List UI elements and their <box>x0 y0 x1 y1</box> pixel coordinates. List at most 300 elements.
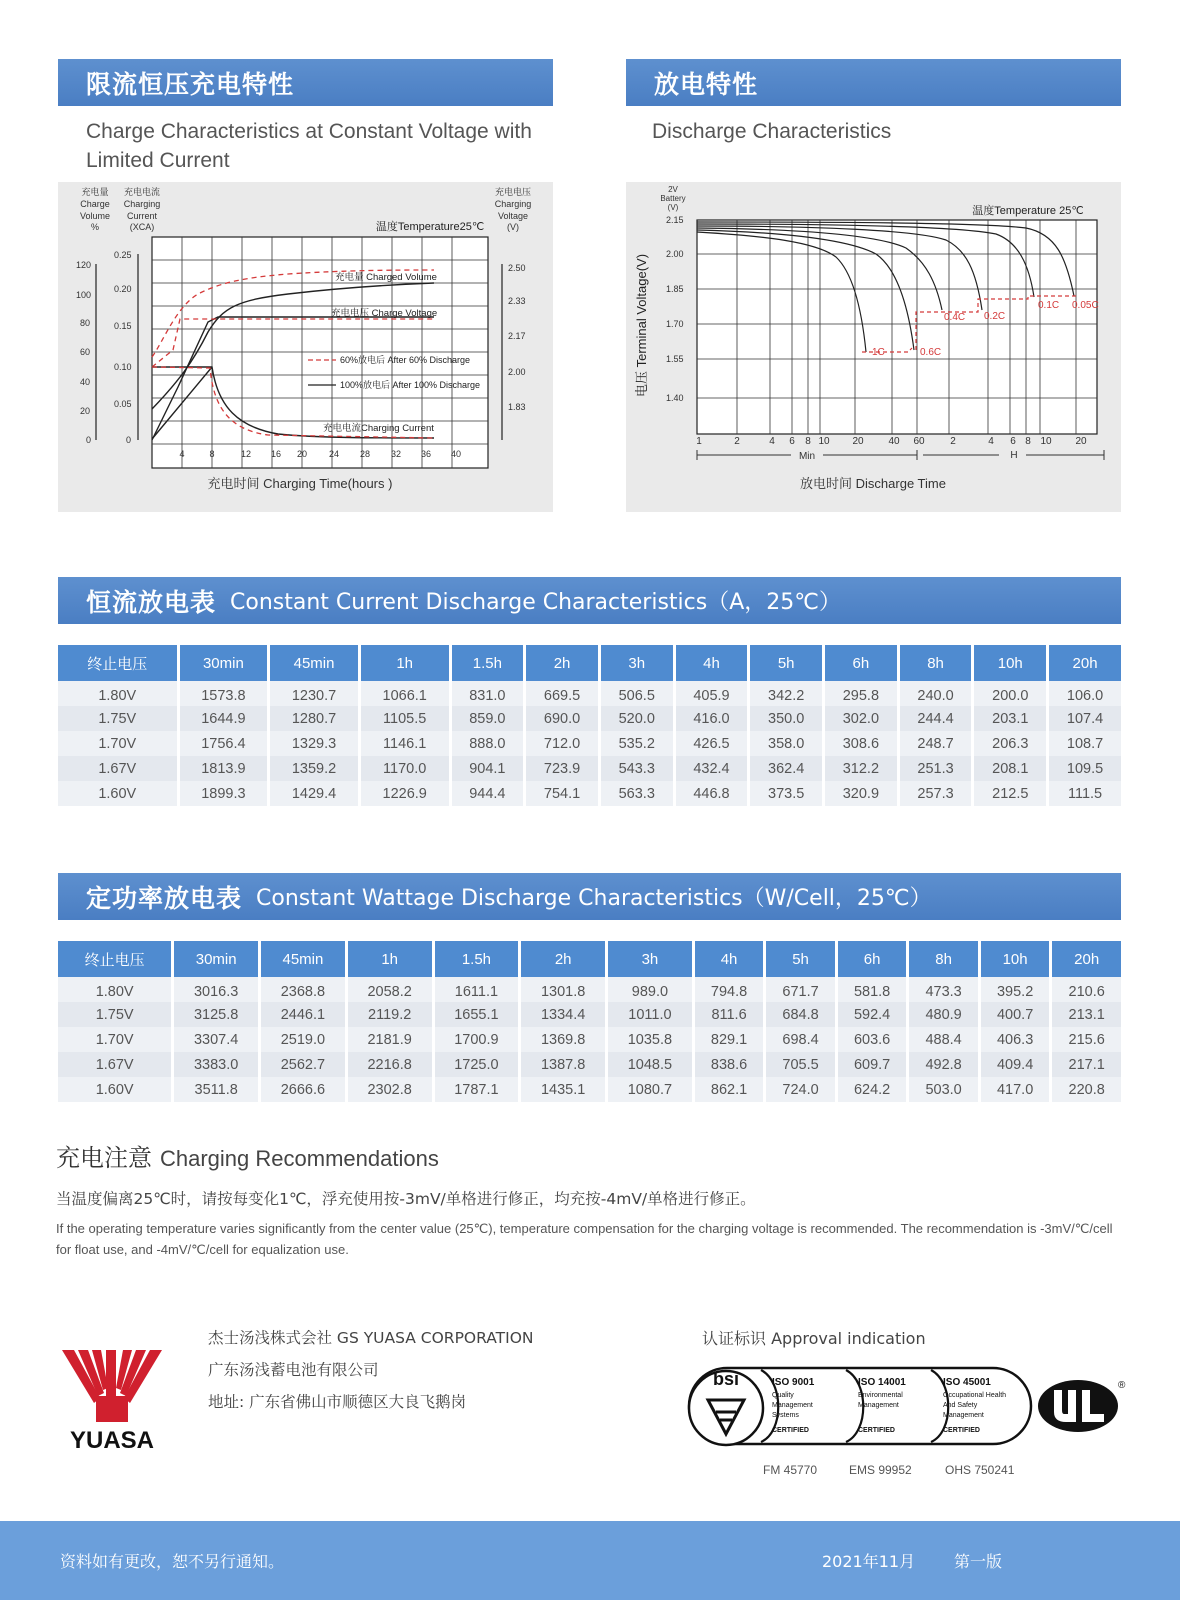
charge-chart-svg <box>58 182 553 512</box>
volume-axis-title-1: 充电量 <box>81 187 109 197</box>
table-cell: 2666.6 <box>261 1077 345 1102</box>
table-cell: 829.1 <box>695 1027 764 1052</box>
column-header: 3h <box>608 941 692 977</box>
label-0-2c: 0.2C <box>984 311 1006 322</box>
table-cell: 506.5 <box>601 681 673 706</box>
svg-text:Management: Management <box>858 1402 899 1409</box>
iso9001-name: ISO 9001 <box>772 1377 815 1388</box>
svg-text:Battery: Battery <box>660 194 686 203</box>
table-cell: 862.1 <box>695 1077 764 1102</box>
table-cell: 320.9 <box>825 781 897 806</box>
x-tick: 10 <box>818 436 830 447</box>
footer-notice: 资料如有更改，恕不另行通知。 <box>60 1552 285 1571</box>
table-row <box>58 977 1121 1002</box>
min-label: Min <box>798 451 816 462</box>
table-cell: 624.2 <box>838 1077 907 1102</box>
discharge-section-subtitle: Discharge Characteristics <box>652 120 892 143</box>
cutoff-voltage-cell: 1.80V <box>58 977 171 1002</box>
table-cell: 838.6 <box>695 1052 764 1077</box>
table-cell: 671.7 <box>766 977 835 1002</box>
cutoff-voltage-cell: 1.70V <box>58 1027 171 1052</box>
table-cell: 3383.0 <box>174 1052 258 1077</box>
table-cell: 406.3 <box>981 1027 1050 1052</box>
footer-date: 2021年11月 <box>822 1552 916 1571</box>
time-tick: 4 <box>179 449 185 459</box>
table-cell: 3016.3 <box>174 977 258 1002</box>
table-cell: 358.0 <box>750 731 822 756</box>
column-header: 4h <box>695 941 764 977</box>
charged-volume-label: 充电量 Charged Volume <box>335 272 437 283</box>
table-cell: 446.8 <box>676 781 748 806</box>
discharge-xlabel: 放电时间 Discharge Time <box>800 476 946 491</box>
volume-axis-title-3: Volume <box>79 211 111 221</box>
table-cell: 1048.5 <box>608 1052 692 1077</box>
table-cell: 724.0 <box>766 1077 835 1102</box>
table-cell: 1105.5 <box>361 706 449 731</box>
table-cell: 592.4 <box>838 1002 907 1027</box>
discharge-section-title: 放电特性 <box>654 69 759 99</box>
svg-text:Management: Management <box>772 1402 813 1409</box>
table-row <box>58 781 1121 806</box>
table-cell: 488.4 <box>909 1027 978 1052</box>
discharge-y-ticks <box>666 215 684 403</box>
table-cell: 395.2 <box>981 977 1050 1002</box>
table-cell: 1644.9 <box>180 706 268 731</box>
table-cell: 308.6 <box>825 731 897 756</box>
cert-code-14001: EMS 99952 <box>849 1463 912 1477</box>
svg-text:(V): (V) <box>667 203 679 212</box>
table-cell: 794.8 <box>695 977 764 1002</box>
voltage-tick: 1.83 <box>508 402 526 412</box>
time-tick: 36 <box>420 449 432 459</box>
x-tick: 4 <box>988 436 994 447</box>
y-tick: 1.85 <box>666 284 684 294</box>
table-cell: 203.1 <box>974 706 1046 731</box>
table-cell: 108.7 <box>1049 731 1121 756</box>
y-tick: 1.70 <box>666 319 684 329</box>
table-cell: 1387.8 <box>521 1052 605 1077</box>
voltage-axis-title-2: Charging <box>494 199 532 209</box>
table-cell: 859.0 <box>452 706 524 731</box>
company-line-1: 杰士汤浅株式会社 GS YUASA CORPORATION <box>208 1329 534 1347</box>
footer-bar <box>0 1521 1180 1600</box>
voltage-tick: 2.33 <box>508 296 526 306</box>
table-cell: 1435.1 <box>521 1077 605 1102</box>
table-row <box>58 681 1121 706</box>
table-cell: 1334.4 <box>521 1002 605 1027</box>
volume-tick: 100 <box>76 290 92 300</box>
table-cell: 535.2 <box>601 731 673 756</box>
column-header: 8h <box>909 941 978 977</box>
time-tick: 32 <box>390 449 402 459</box>
table-cell: 244.4 <box>900 706 972 731</box>
current-axis-title-2: Charging <box>123 199 161 209</box>
table-row <box>58 1077 1121 1102</box>
time-tick: 16 <box>270 449 282 459</box>
charge-chart <box>58 182 553 512</box>
charging-current-label: 充电电流Charging Current <box>323 423 434 434</box>
x-tick: 2 <box>734 436 740 447</box>
x-tick: 8 <box>805 436 811 447</box>
current-tick: 0.05 <box>114 399 132 409</box>
table-cell: 350.0 <box>750 706 822 731</box>
column-header: 30min <box>180 645 268 681</box>
table-cell: 1301.8 <box>521 977 605 1002</box>
column-header: 8h <box>900 645 972 681</box>
time-tick: 40 <box>450 449 462 459</box>
table-row <box>58 1052 1121 1077</box>
legend-60-label: 60%放电后 After 60% Discharge <box>340 355 471 365</box>
column-header: 1h <box>348 941 432 977</box>
column-header: 5h <box>766 941 835 977</box>
current-tick: 0.10 <box>114 362 132 372</box>
current-axis-title-3: Current <box>126 211 158 221</box>
recommendations-title-zh: 充电注意 <box>56 1144 152 1172</box>
table-cell: 1359.2 <box>270 756 358 781</box>
x-tick: 4 <box>769 436 775 447</box>
label-1c: 1C <box>872 347 885 358</box>
y-tick: 2.15 <box>666 215 684 225</box>
charge-plot-area <box>152 237 488 468</box>
table-cell: 312.2 <box>825 756 897 781</box>
cc-table-header <box>58 577 1121 624</box>
table-cell: 492.8 <box>909 1052 978 1077</box>
time-tick: 20 <box>296 449 308 459</box>
time-tick: 24 <box>328 449 340 459</box>
svg-text:Quality: Quality <box>772 1392 794 1399</box>
label-0-4c: 0.4C <box>944 312 966 323</box>
table-cell: 2368.8 <box>261 977 345 1002</box>
table-cell: 1756.4 <box>180 731 268 756</box>
x-tick: 20 <box>852 436 864 447</box>
table-row <box>58 1002 1121 1027</box>
table-cell: 426.5 <box>676 731 748 756</box>
table-cell: 609.7 <box>838 1052 907 1077</box>
table-cell: 2519.0 <box>261 1027 345 1052</box>
table-cell: 432.4 <box>676 756 748 781</box>
column-header: 6h <box>838 941 907 977</box>
voltage-axis-title-3: Voltage <box>497 211 529 221</box>
column-header: 4h <box>676 645 748 681</box>
table-cell: 473.3 <box>909 977 978 1002</box>
column-header: 终止电压 <box>58 645 177 681</box>
table-header-row <box>58 941 1121 977</box>
table-cell: 208.1 <box>974 756 1046 781</box>
table-cell: 1280.7 <box>270 706 358 731</box>
table-cell: 520.0 <box>601 706 673 731</box>
current-tick: 0 <box>126 435 132 445</box>
cutoff-voltage-cell: 1.75V <box>58 1002 171 1027</box>
table-cell: 754.1 <box>526 781 598 806</box>
charge-voltage-label: 充电电压 Charge Voltage <box>331 308 438 319</box>
table-header-row <box>58 645 1121 681</box>
x-tick: 60 <box>913 436 925 447</box>
table-cell: 417.0 <box>981 1077 1050 1102</box>
table-cell: 1329.3 <box>270 731 358 756</box>
cutoff-voltage-cell: 1.70V <box>58 731 177 756</box>
column-header: 2h <box>521 941 605 977</box>
x-tick: 6 <box>1010 436 1016 447</box>
table-cell: 480.9 <box>909 1002 978 1027</box>
table-cell: 3125.8 <box>174 1002 258 1027</box>
recommendations-title <box>56 1138 439 1173</box>
table-cell: 1146.1 <box>361 731 449 756</box>
volume-tick: 80 <box>80 318 91 328</box>
label-0-05c: 0.05C <box>1072 300 1099 311</box>
table-cell: 302.0 <box>825 706 897 731</box>
column-header: 30min <box>174 941 258 977</box>
column-header: 45min <box>270 645 358 681</box>
table-cell: 257.3 <box>900 781 972 806</box>
table-cell: 2119.2 <box>348 1002 432 1027</box>
voltage-tick: 2.17 <box>508 331 526 341</box>
column-header: 1.5h <box>435 941 519 977</box>
table-cell: 416.0 <box>676 706 748 731</box>
iso45001-name: ISO 45001 <box>943 1377 991 1388</box>
battery-label <box>660 185 685 212</box>
current-tick: 0.20 <box>114 284 132 294</box>
cutoff-voltage-cell: 1.60V <box>58 781 177 806</box>
table-cell: 405.9 <box>676 681 748 706</box>
table-cell: 1787.1 <box>435 1077 519 1102</box>
table-cell: 712.0 <box>526 731 598 756</box>
table-cell: 1700.9 <box>435 1027 519 1052</box>
table-row <box>58 706 1121 731</box>
table-cell: 1230.7 <box>270 681 358 706</box>
table-cell: 240.0 <box>900 681 972 706</box>
cw-table-header <box>58 873 1121 920</box>
table-cell: 831.0 <box>452 681 524 706</box>
svg-text:CERTIFIED: CERTIFIED <box>858 1427 895 1434</box>
cert-code-9001: FM 45770 <box>763 1463 818 1477</box>
discharge-section-header <box>626 59 1121 106</box>
table-cell: 215.6 <box>1052 1027 1121 1052</box>
table-cell: 400.7 <box>981 1002 1050 1027</box>
cert-badges-svg <box>686 1362 1036 1448</box>
column-header: 3h <box>601 645 673 681</box>
constant-current-table <box>55 645 1124 806</box>
table-cell: 723.9 <box>526 756 598 781</box>
table-cell: 1011.0 <box>608 1002 692 1027</box>
charge-section-subtitle: Charge Characteristics at Constant Voltage with Limited Current <box>86 120 532 172</box>
footer-edition: 第一版 <box>954 1552 1003 1571</box>
table-cell: 212.5 <box>974 781 1046 806</box>
voltage-axis-title-4: (V) <box>507 222 519 232</box>
table-cell: 705.5 <box>766 1052 835 1077</box>
table-cell: 603.6 <box>838 1027 907 1052</box>
y-tick: 2.00 <box>666 249 684 259</box>
table-cell: 1429.4 <box>270 781 358 806</box>
discharge-plot-area <box>697 220 1097 434</box>
x-tick: 6 <box>789 436 795 447</box>
table-cell: 1899.3 <box>180 781 268 806</box>
cert-code-45001: OHS 750241 <box>945 1463 1015 1477</box>
table-cell: 210.6 <box>1052 977 1121 1002</box>
recommendations-text-zh: 当温度偏离25℃时，请按每变化1℃，浮充使用按-3mV/单格进行修正，均充按-4mV/单格进行修正。 <box>56 1190 756 1208</box>
table-cell: 200.0 <box>974 681 1046 706</box>
table-cell: 2216.8 <box>348 1052 432 1077</box>
company-line-2: 广东汤浅蓄电池有限公司 <box>208 1361 379 1379</box>
x-tick: 2 <box>950 436 956 447</box>
column-header: 5h <box>750 645 822 681</box>
time-unit-arrows <box>697 450 1104 460</box>
yuasa-logo-mark <box>60 1348 164 1454</box>
table-cell: 698.4 <box>766 1027 835 1052</box>
discharge-x-ticks <box>696 436 1087 447</box>
column-header: 10h <box>974 645 1046 681</box>
column-header: 1h <box>361 645 449 681</box>
cw-table-title-en: Constant Wattage Discharge Characteristics（W/Cell，25℃） <box>256 886 932 911</box>
table-row <box>58 756 1121 781</box>
table-cell: 1813.9 <box>180 756 268 781</box>
table-row <box>58 1027 1121 1052</box>
table-cell: 581.8 <box>838 977 907 1002</box>
table-cell: 213.1 <box>1052 1002 1121 1027</box>
table-cell: 342.2 <box>750 681 822 706</box>
company-line-3: 地址: 广东省佛山市顺德区大良飞鹅岗 <box>208 1393 467 1411</box>
voltage-tick: 2.50 <box>508 263 526 273</box>
label-0-1c: 0.1C <box>1038 300 1060 311</box>
cutoff-voltage-cell: 1.67V <box>58 1052 171 1077</box>
svg-text:CERTIFIED: CERTIFIED <box>943 1427 980 1434</box>
table-cell: 109.5 <box>1049 756 1121 781</box>
table-cell: 2562.7 <box>261 1052 345 1077</box>
table-cell: 1725.0 <box>435 1052 519 1077</box>
table-cell: 2302.8 <box>348 1077 432 1102</box>
current-axis-title-1: 充电电流 <box>123 187 161 197</box>
column-header: 45min <box>261 941 345 977</box>
volume-axis-title-2: Charge <box>80 199 110 209</box>
table-cell: 220.8 <box>1052 1077 1121 1102</box>
bsi-label: bsi <box>712 1369 740 1389</box>
svg-text:CERTIFIED: CERTIFIED <box>772 1427 809 1434</box>
table-cell: 989.0 <box>608 977 692 1002</box>
svg-text:And Safety: And Safety <box>943 1402 978 1409</box>
volume-axis-title-4: % <box>90 222 100 232</box>
charge-temperature-label: 温度Temperature25℃ <box>375 221 485 233</box>
time-tick: 12 <box>240 449 252 459</box>
table-cell: 669.5 <box>526 681 598 706</box>
table-cell: 1080.7 <box>608 1077 692 1102</box>
table-cell: 409.4 <box>981 1052 1050 1077</box>
cutoff-voltage-cell: 1.80V <box>58 681 177 706</box>
time-tick: 8 <box>209 449 215 459</box>
table-cell: 543.3 <box>601 756 673 781</box>
cutoff-voltage-cell: 1.75V <box>58 706 177 731</box>
column-header: 2h <box>526 645 598 681</box>
table-cell: 107.4 <box>1049 706 1121 731</box>
volume-tick: 20 <box>80 406 91 416</box>
yuasa-logo-text: YUASA <box>69 1427 155 1454</box>
table-cell: 251.3 <box>900 756 972 781</box>
table-cell: 1066.1 <box>361 681 449 706</box>
legend-100-label: 100%放电后 After 100% Discharge <box>340 380 481 390</box>
table-cell: 1369.8 <box>521 1027 605 1052</box>
table-cell: 503.0 <box>909 1077 978 1102</box>
ul-mark-icon <box>1038 1378 1124 1434</box>
current-axis-title-4: (XCA) <box>129 222 155 232</box>
y-tick: 1.40 <box>666 393 684 403</box>
table-cell: 295.8 <box>825 681 897 706</box>
yuasa-logo <box>60 1348 164 1454</box>
voltage-axis-title-1: 充电电压 <box>494 187 532 197</box>
time-tick: 28 <box>359 449 371 459</box>
table-cell: 1170.0 <box>361 756 449 781</box>
table-cell: 3307.4 <box>174 1027 258 1052</box>
cw-table-title-zh: 定功率放电表 <box>86 883 243 913</box>
column-header: 6h <box>825 645 897 681</box>
cc-table-title-en: Constant Current Discharge Characteristics（A，25℃） <box>230 590 841 615</box>
table-cell: 111.5 <box>1049 781 1121 806</box>
x-tick: 1 <box>696 436 702 447</box>
column-header: 20h <box>1052 941 1121 977</box>
column-header: 10h <box>981 941 1050 977</box>
table-cell: 1573.8 <box>180 681 268 706</box>
column-header: 终止电压 <box>58 941 171 977</box>
cutoff-voltage-cell: 1.67V <box>58 756 177 781</box>
table-cell: 684.8 <box>766 1002 835 1027</box>
svg-text:2V: 2V <box>668 185 678 194</box>
recommendations-title-en: Charging Recommendations <box>160 1146 439 1171</box>
svg-text:Environmental: Environmental <box>858 1392 903 1399</box>
ul-logo <box>1038 1378 1124 1434</box>
voltage-tick: 2.00 <box>508 367 526 377</box>
table-cell: 2181.9 <box>348 1027 432 1052</box>
table-cell: 1226.9 <box>361 781 449 806</box>
svg-text:Management: Management <box>943 1412 984 1419</box>
iso14001-name: ISO 14001 <box>858 1377 906 1388</box>
table-cell: 944.4 <box>452 781 524 806</box>
charge-section-title: 限流恒压充电特性 <box>86 69 295 99</box>
ul-registered: ® <box>1118 1380 1126 1391</box>
table-cell: 888.0 <box>452 731 524 756</box>
certification-badges <box>686 1362 1036 1448</box>
table-cell: 2446.1 <box>261 1002 345 1027</box>
discharge-chart-svg <box>626 182 1121 512</box>
volume-tick: 40 <box>80 377 91 387</box>
table-cell: 690.0 <box>526 706 598 731</box>
volume-tick: 0 <box>86 435 92 445</box>
volume-tick: 120 <box>76 260 92 270</box>
current-tick: 0.25 <box>114 250 132 260</box>
x-tick: 10 <box>1040 436 1052 447</box>
x-tick: 40 <box>888 436 900 447</box>
svg-text:Systems: Systems <box>772 1412 799 1419</box>
charge-section-header <box>58 59 553 106</box>
charge-xlabel: 充电时间 Charging Time(hours ) <box>207 476 393 491</box>
table-cell: 373.5 <box>750 781 822 806</box>
table-cell: 217.1 <box>1052 1052 1121 1077</box>
h-label: H <box>1010 450 1018 461</box>
table-cell: 1655.1 <box>435 1002 519 1027</box>
volume-tick: 60 <box>80 347 91 357</box>
table-cell: 362.4 <box>750 756 822 781</box>
table-cell: 248.7 <box>900 731 972 756</box>
column-header: 1.5h <box>452 645 524 681</box>
discharge-chart <box>626 182 1121 512</box>
cutoff-voltage-cell: 1.60V <box>58 1077 171 1102</box>
table-cell: 2058.2 <box>348 977 432 1002</box>
y-tick: 1.55 <box>666 354 684 364</box>
svg-text:Occupational Health: Occupational Health <box>943 1392 1007 1399</box>
table-cell: 1035.8 <box>608 1027 692 1052</box>
constant-wattage-table <box>55 941 1124 1102</box>
x-tick: 8 <box>1025 436 1031 447</box>
label-0-6c: 0.6C <box>920 347 942 358</box>
table-cell: 811.6 <box>695 1002 764 1027</box>
table-cell: 106.0 <box>1049 681 1121 706</box>
discharge-ylabel: 电压 Terminal Voltage(V) <box>634 253 649 397</box>
